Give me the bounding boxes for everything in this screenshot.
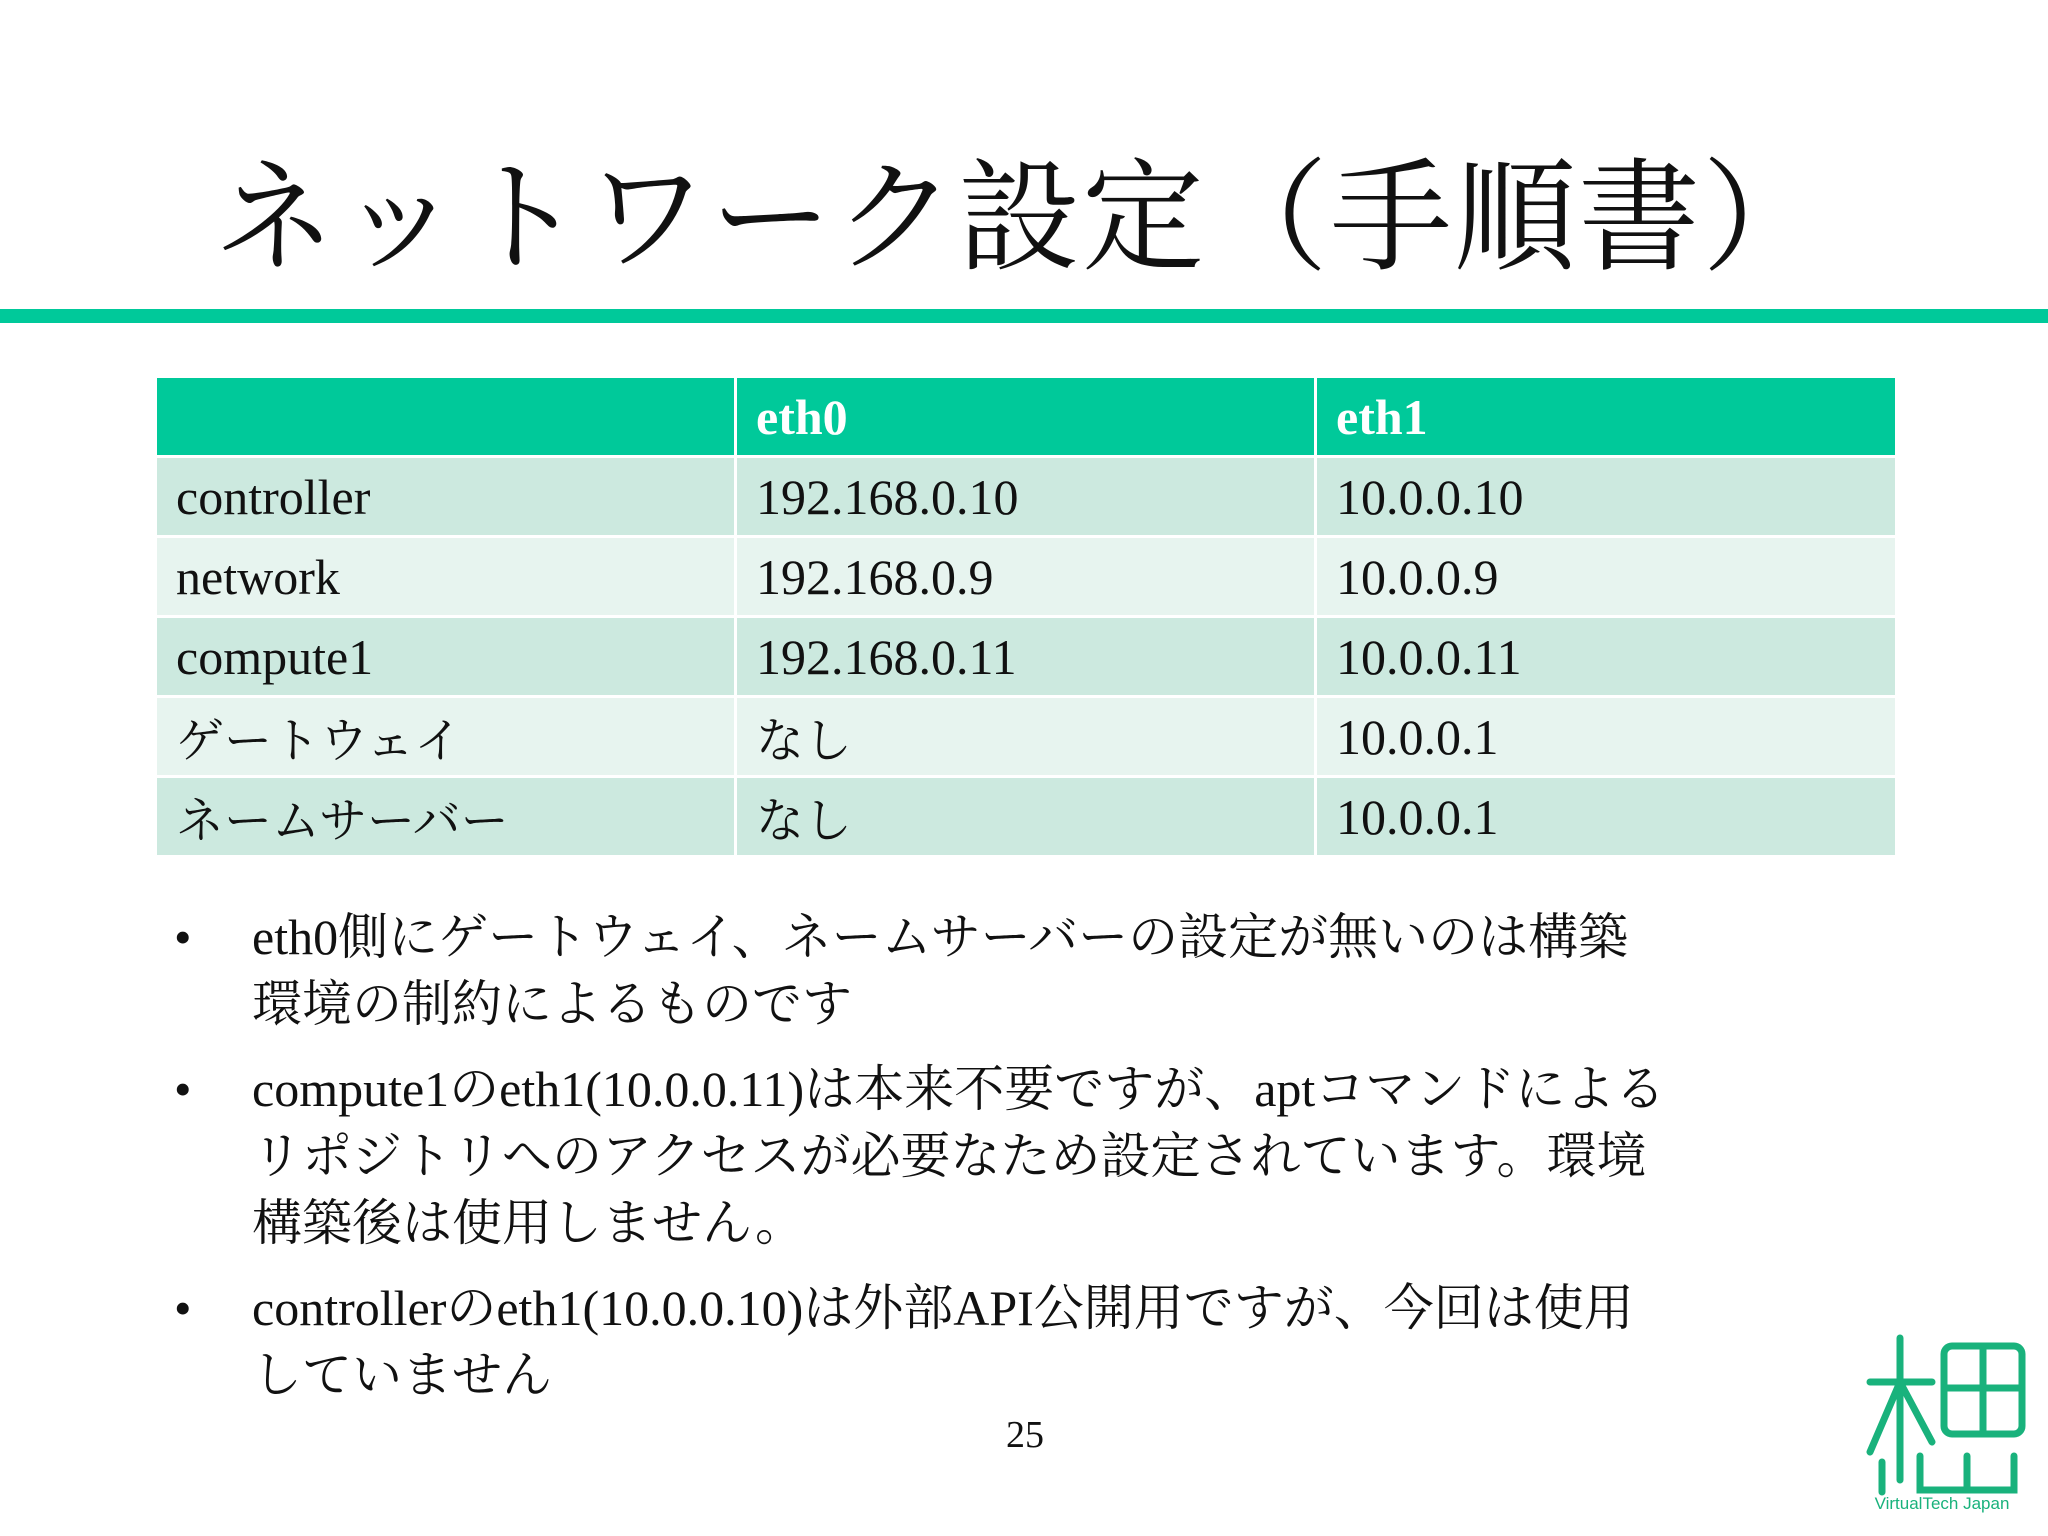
slide-title: ネットワーク設定（手順書） (214, 152, 1826, 287)
table-cell: 192.168.0.10 (737, 458, 1314, 535)
table-cell: 10.0.0.10 (1317, 458, 1895, 535)
bullet-marker: • (174, 1280, 192, 1336)
table-header-cell: eth1 (1317, 378, 1895, 455)
page-number: 25 (1006, 1414, 1044, 1456)
table-header-cell: eth0 (737, 378, 1314, 455)
table-cell: なし (737, 698, 1314, 775)
bullet-line: リポジトリへのアクセスが必要なため設定されています。環境 (252, 1128, 1647, 1184)
bullet-line: controllerのeth1(10.0.0.10)は外部API公開用ですが、今回は使用 (252, 1280, 1634, 1336)
table-cell: 192.168.0.11 (737, 618, 1314, 695)
bullet-line: 環境の制約によるものです (252, 976, 852, 1032)
table-row (157, 698, 1895, 775)
table-header-row (157, 378, 1895, 455)
company-logo (1862, 1330, 2030, 1520)
table-row (157, 618, 1895, 695)
table-cell: controller (157, 458, 734, 535)
title-divider (0, 309, 2048, 323)
bullet-line: していません (252, 1347, 552, 1403)
bullet-line: compute1のeth1(10.0.0.11)は本来不要ですが、aptコマンドによる (252, 1061, 1666, 1117)
logo-wordmark: VirtualTech Japan (1874, 1494, 2010, 1513)
table-cell: 10.0.0.1 (1317, 698, 1895, 775)
table-row (157, 538, 1895, 615)
table-cell: ネームサーバー (157, 778, 734, 855)
network-table (154, 375, 1898, 858)
bullet-line: eth0側にゲートウェイ、ネームサーバーの設定が無いのは構築 (252, 909, 1629, 965)
table-cell: 10.0.0.11 (1317, 618, 1895, 695)
table-row (157, 778, 1895, 855)
table-header-cell (157, 378, 734, 455)
table-cell: 192.168.0.9 (737, 538, 1314, 615)
list-item (170, 904, 1870, 1038)
table-cell: 10.0.0.1 (1317, 778, 1895, 855)
table-cell: ゲートウェイ (157, 698, 734, 775)
notes-list (170, 904, 1870, 1427)
bullet-line: 構築後は使用しません。 (252, 1195, 805, 1251)
table-cell: network (157, 538, 734, 615)
table-cell: なし (737, 778, 1314, 855)
bullet-marker: • (174, 1061, 192, 1117)
list-item (170, 1275, 1870, 1409)
table-cell: compute1 (157, 618, 734, 695)
table-row (157, 458, 1895, 535)
list-item (170, 1056, 1870, 1257)
bullet-marker: • (174, 909, 192, 965)
table-cell: 10.0.0.9 (1317, 538, 1895, 615)
